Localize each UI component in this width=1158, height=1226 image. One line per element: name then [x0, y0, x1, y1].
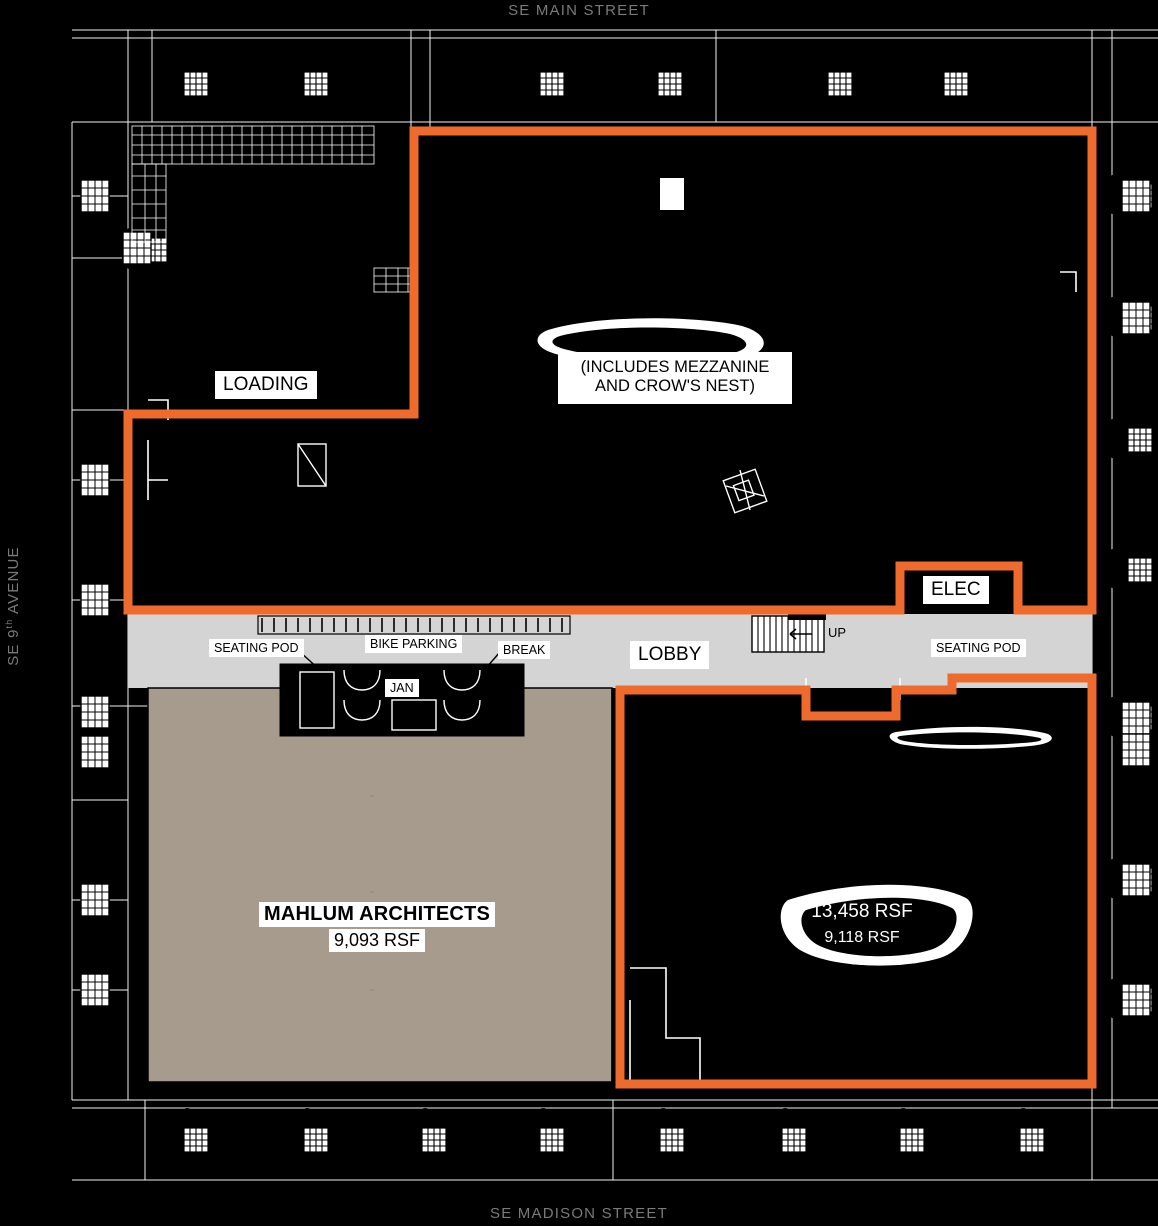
room-label-seating-pod-east: SEATING POD [931, 639, 1026, 657]
street-west-suffix: AVENUE [5, 546, 22, 619]
tenant-name: MAHLUM ARCHITECTS [259, 902, 495, 927]
mezzanine-note [558, 352, 792, 404]
room-label-seating-pod-west: SEATING POD [209, 639, 304, 657]
tenant-suite-label [258, 902, 496, 952]
tenant-suite-mahlum [148, 688, 612, 1082]
stair-direction-label: UP [828, 625, 847, 640]
room-label-elec: ELEC [923, 576, 989, 604]
room-label-lobby: LOBBY [630, 641, 709, 669]
mezzanine-note-line2: AND CROW'S NEST) [595, 376, 755, 395]
mezzanine-note-line1: (INCLUDES MEZZANINE [580, 358, 770, 376]
room-label-bike-parking: BIKE PARKING [365, 635, 462, 653]
room-label-jan: JAN [385, 679, 419, 697]
available-area-label [742, 900, 982, 949]
room-label-loading: LOADING [215, 371, 317, 399]
street-label-north: SE MAIN STREET [508, 2, 650, 19]
available-area-primary: 13,458 RSF [811, 901, 913, 922]
street-label-west [4, 536, 22, 676]
street-west-ordinal: th [4, 618, 14, 629]
room-label-break: BREAK [498, 641, 550, 659]
street-west-prefix: SE 9 [5, 628, 22, 666]
tenant-area: 9,093 RSF [329, 929, 425, 952]
available-area-secondary: 9,118 RSF [824, 928, 900, 946]
street-label-south: SE MADISON STREET [490, 1205, 668, 1222]
